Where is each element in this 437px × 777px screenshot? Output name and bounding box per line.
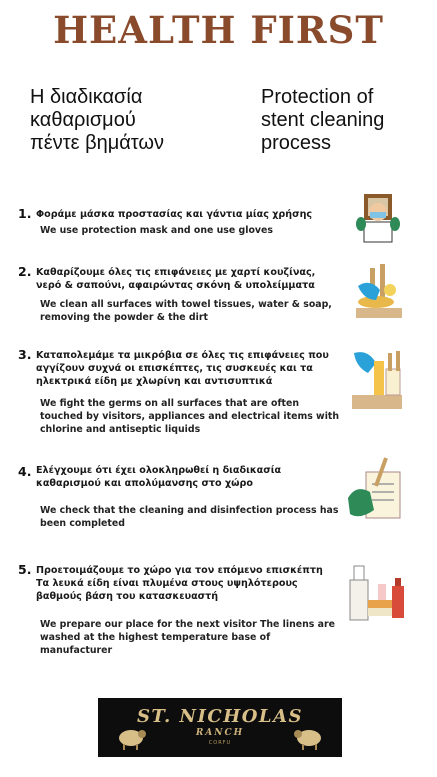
- subtitle-greek: [30, 86, 230, 155]
- page-title: HEALTH FIRST: [53, 8, 384, 52]
- step-text-english: We fight the germs on all surfaces that are often touched by visitors, appliances and electrical items with chlorine and antiseptic liquids: [40, 398, 340, 435]
- step-5: [0, 560, 437, 660]
- step-2: [0, 262, 437, 334]
- ranch-logo: [98, 698, 342, 757]
- logo-name: ST. NICHOLAS: [136, 706, 304, 727]
- step-number: 1.: [18, 206, 32, 221]
- subtitle-english-line: Protection of: [261, 86, 374, 108]
- step-text-greek: Καταπολεμάμε τα μικρόβια σε όλες τις επιφάνειες που αγγίζουν συχνά οι επισκέπτες, τις συσκευές και τα ηλεκτρικά είδη με χλωρίνη και αντισυπτικά: [36, 350, 329, 387]
- step-1: [0, 200, 437, 260]
- subtitle-greek-line: πέντε βημάτων: [30, 132, 165, 154]
- checklist-icon: [346, 454, 408, 530]
- cleaning-sponge-icon: [350, 260, 406, 324]
- step-number: 2.: [18, 264, 32, 279]
- step-number: 3.: [18, 347, 32, 362]
- subtitle-english-line: process: [261, 132, 332, 154]
- step-number: 5.: [18, 562, 32, 577]
- step-text-greek: Προετοιμάζουμε το χώρο για τον επόμενο επισκέπτη Τα λευκά είδη είναι πλυμένα στους υψηλότερους βαθμούς βάση του κατασκευαστή: [36, 565, 323, 602]
- step-text-greek: Φοράμε μάσκα προστασίας και γάντια μίας χρήσης: [36, 209, 313, 220]
- subtitle-greek-line: Η διαδικασία: [30, 86, 143, 108]
- logo-tag: CORFU: [208, 740, 232, 746]
- subtitle-english: [261, 86, 431, 155]
- step-text-english: We prepare our place for the next visitor The linens are washed at the highest temperature base of manufacturer: [40, 619, 335, 656]
- step-text-english: We check that the cleaning and disinfection process has been completed: [40, 505, 339, 529]
- mask-gloves-icon: [350, 190, 406, 246]
- step-text-greek: Καθαρίζουμε όλες τις επιφάνειες με χαρτί κουζίνας, νερό & σαπούνι, αφαιρώντας σκόνη & υπολείμματα: [36, 267, 316, 291]
- spray-bottle-icon: [348, 345, 408, 415]
- step-text-english: We clean all surfaces with towel tissues, water & soap, removing the powder & the dirt: [40, 299, 332, 323]
- linens-supplies-icon: [346, 556, 410, 628]
- step-4: [0, 462, 437, 534]
- step-text-english: We use protection mask and one use gloves: [40, 225, 273, 236]
- step-text-greek: Ελέγχουμε ότι έχει ολοκληρωθεί η διαδικασία καθαρισμού και απολύμανσης στο χώρο: [36, 465, 282, 489]
- subtitle-english-line: stent cleaning: [261, 109, 385, 131]
- subtitle-greek-line: καθαρισμού: [30, 109, 136, 131]
- logo-sub: RANCH: [195, 728, 245, 738]
- step-number: 4.: [18, 464, 32, 479]
- step-3: [0, 345, 437, 445]
